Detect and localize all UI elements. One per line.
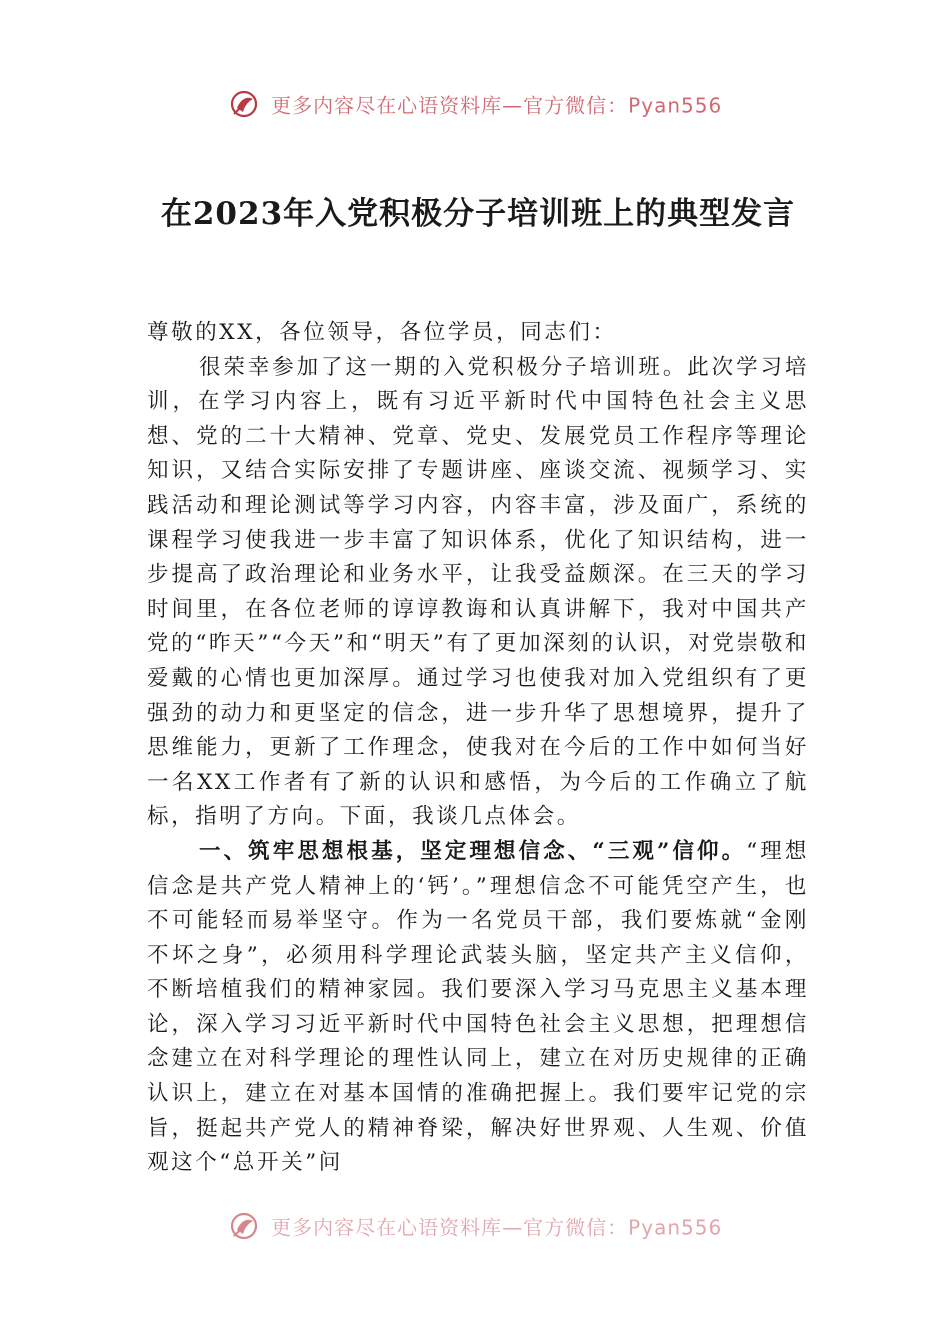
paragraph-section-1 — [147, 835, 809, 1181]
brand-logo-icon — [228, 88, 260, 120]
section-heading: 一、筑牢思想根基，坚定理想信念、“三观”信仰。 — [199, 838, 747, 864]
watermark-text: 更多内容尽在心语资料库—官方微信：Pyan556 — [271, 1215, 723, 1240]
section-body: “理想信念是共产党人精神上的‘钙’。”理想信念不可能凭空产生，也不可能轻而易举坚守。作为一名党员干部，我们要炼就“金刚不坏之身”，必须用科学理论武装头脑，坚定共产主义信仰，不断培植我们的精神家园。我们要深入学习马克思主义基本理论，深入学习习近平新时代中国特色社会主义思想，把理想信念建立在对科学理论的理性认同上，建立在对历史规律的正确认识上，建立在对基本国情的准确把握上。我们要牢记党的宗旨，挺起共产党人的精神脊梁，解决好世界观、人生观、价值观这个“总开关”问 — [147, 838, 809, 1176]
salutation: 尊敬的XX，各位领导，各位学员，同志们： — [147, 320, 617, 345]
paragraph-intro: 很荣幸参加了这一期的入党积极分子培训班。此次学习培训，在学习内容上，既有习近平新时代中国特色社会主义思想、党的二十大精神、党章、党史、发展党员工作程序等理论知识，又结合实际安排了专题讲座、座谈交流、视频学习、实践活动和理论测试等学习内容，内容丰富，涉及面广，系统的课程学习使我进一步丰富了知识体系，优化了知识结构，进一步提高了政治理论和业务水平，让我受益颇深。在三天的学习时间里，在各位老师的谆谆教诲和认真讲解下，我对中国共产党的“昨天”“今天”和“明天”有了更加深刻的认识，对党崇敬和爱戴的心情也更加深厚。通过学习也使我对加入党组织有了更强劲的动力和更坚定的信念，进一步升华了思想境界，提升了思维能力，更新了工作理念，使我对在今后的工作中如何当好一名XX工作者有了新的认识和感悟，为今后的工作确立了航标，指明了方向。下面，我谈几点体会。 — [147, 354, 809, 830]
brand-logo-icon — [228, 1210, 260, 1242]
document-body — [147, 316, 809, 1214]
watermark-header — [0, 88, 950, 120]
watermark-text: 更多内容尽在心语资料库—官方微信：Pyan556 — [271, 93, 723, 118]
watermark-footer — [0, 1210, 950, 1242]
document-title: 在2023年入党积极分子培训班上的典型发言 — [160, 196, 796, 232]
